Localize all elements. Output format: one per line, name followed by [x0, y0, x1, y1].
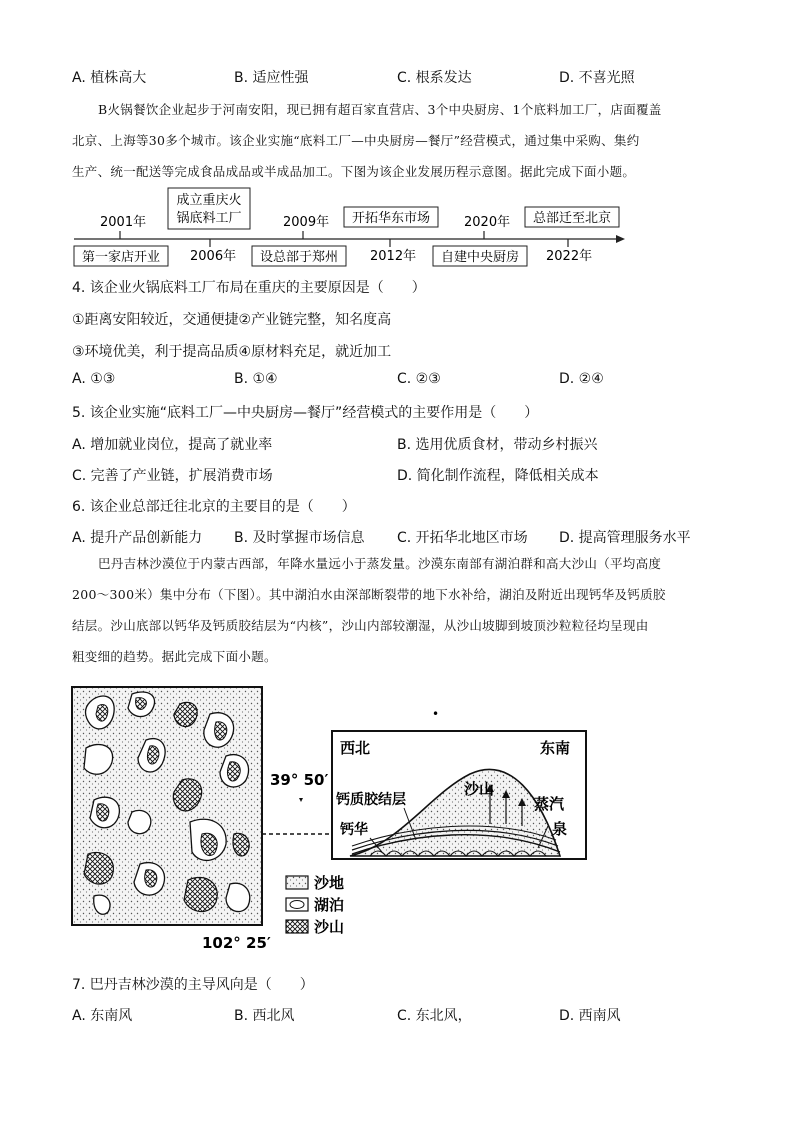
q5-option-a: A. 增加就业岗位，提高了就业率 — [72, 437, 273, 453]
passage-line: B火锅餐饮企业起步于河南安阳，现已拥有超百家直营店、3个中央厨房、1个底料加工厂，店面覆盖 — [98, 102, 662, 117]
q6-option-a: A. 提升产品创新能力 — [72, 530, 203, 546]
box-east-china-label: 开拓华东市场 — [351, 211, 431, 226]
label-spring: 泉 — [552, 820, 568, 838]
year-2009: 2009年 — [283, 215, 330, 230]
box-first-store-label: 第一家店开业 — [81, 250, 161, 265]
year-2006: 2006年 — [190, 249, 237, 264]
q6-stem: 6. 该企业总部迁往北京的主要目的是（ ） — [72, 499, 356, 515]
q4-option-d: D. ②④ — [559, 371, 604, 387]
box-beijing-label: 总部迁至北京 — [532, 211, 612, 226]
passage-badain-jaran — [72, 548, 722, 672]
q5-option-d: D. 简化制作流程，降低相关成本 — [397, 468, 599, 484]
q4-option-b: B. ①④ — [234, 371, 278, 387]
map-legend — [286, 874, 344, 936]
q5-option-b: B. 选用优质食材，带动乡村振兴 — [397, 437, 598, 453]
box-chongqing-line1: 成立重庆火 — [176, 193, 242, 208]
passage-line: 生产、统一配送等完成食品成品或半成品加工。下图为该企业发展历程示意图。据此完成下面小题。 — [72, 164, 636, 179]
q3-option-c: C. 根系发达 — [397, 70, 472, 86]
legend-dune: 沙山 — [314, 918, 345, 936]
q3-option-b: B. 适应性强 — [234, 70, 309, 86]
q3-option-d: D. 不喜光照 — [559, 70, 635, 86]
q4-line2: ③环境优美，利于提高品质④原材料充足，就近加工 — [72, 344, 392, 360]
q7-option-c: C. 东北风， — [397, 1008, 472, 1024]
q7-option-b: B. 西北风 — [234, 1008, 295, 1024]
q5-option-c: C. 完善了产业链，扩展消费市场 — [72, 468, 273, 484]
q7-option-d: D. 西南风 — [559, 1008, 621, 1024]
label-calcareous-layer: 钙质胶结层 — [336, 792, 406, 808]
label-southeast: 东南 — [540, 739, 571, 757]
year-2022: 2022年 — [546, 249, 593, 264]
legend-sand: 沙地 — [314, 874, 345, 892]
q6-option-d: D. 提高管理服务水平 — [559, 530, 691, 546]
label-calc-sinter: 钙华 — [340, 822, 368, 838]
q7-stem: 7. 巴丹吉林沙漠的主导风向是（ ） — [72, 977, 314, 993]
q6-option-c: C. 开拓华北地区市场 — [397, 530, 528, 546]
passage-line: 北京、上海等30多个城市。该企业实施“底料工厂—中央厨房—餐厅”经营模式，通过集中采购、集约 — [72, 133, 640, 148]
year-2020: 2020年 — [464, 215, 511, 230]
box-central-kitchen-label: 自建中央厨房 — [440, 250, 520, 265]
q4-option-c: C. ②③ — [397, 371, 441, 387]
q4-line1: ①距离安阳较近，交通便捷②产业链完整，知名度高 — [72, 312, 392, 328]
label-northwest: 西北 — [340, 739, 371, 757]
label-steam: 蒸汽 — [534, 795, 565, 813]
q5-stem: 5. 该企业实施“底料工厂—中央厨房—餐厅”经营模式的主要作用是（ ） — [72, 405, 539, 421]
q3-option-a: A. 植株高大 — [72, 70, 147, 86]
latitude-label: 39° 50′ — [270, 771, 329, 789]
desert-map-figure — [70, 684, 590, 954]
passage-line: 结层。沙山底部以钙华及钙质胶结层为“内核”，沙山内部较潮湿，从沙山坡脚到坡顶沙粒粒径均呈现由 — [72, 618, 649, 633]
q7-option-a: A. 东南风 — [72, 1008, 133, 1024]
development-timeline — [60, 180, 640, 270]
q4-stem: 4. 该企业火锅底料工厂布局在重庆的主要原因是（ ） — [72, 280, 426, 296]
passage-hotpot — [72, 94, 722, 187]
box-zhengzhou-label: 设总部于郑州 — [259, 250, 339, 265]
q6-option-b: B. 及时掌握市场信息 — [234, 530, 365, 546]
label-dune: 沙山 — [464, 780, 495, 798]
q4-option-a: A. ①③ — [72, 371, 116, 387]
year-2001: 2001年 — [100, 215, 147, 230]
box-chongqing-line2: 锅底料工厂 — [176, 211, 242, 226]
passage-line: 巴丹吉林沙漠位于内蒙古西部，年降水量远小于蒸发量。沙漠东南部有湖泊群和高大沙山（平均高度 — [98, 556, 662, 571]
year-2012: 2012年 — [370, 249, 417, 264]
passage-line: 粗变细的趋势。据此完成下面小题。 — [72, 649, 277, 664]
timeline-arrow — [616, 235, 625, 243]
passage-line: 200～300米）集中分布（下图）。其中湖泊水由深部断裂带的地下水补给，湖泊及附近出现钙华及钙质胶 — [72, 587, 666, 602]
svg-text:•: • — [432, 707, 440, 721]
legend-lake: 湖泊 — [314, 896, 345, 914]
longitude-label: 102° 25′ — [202, 934, 271, 952]
